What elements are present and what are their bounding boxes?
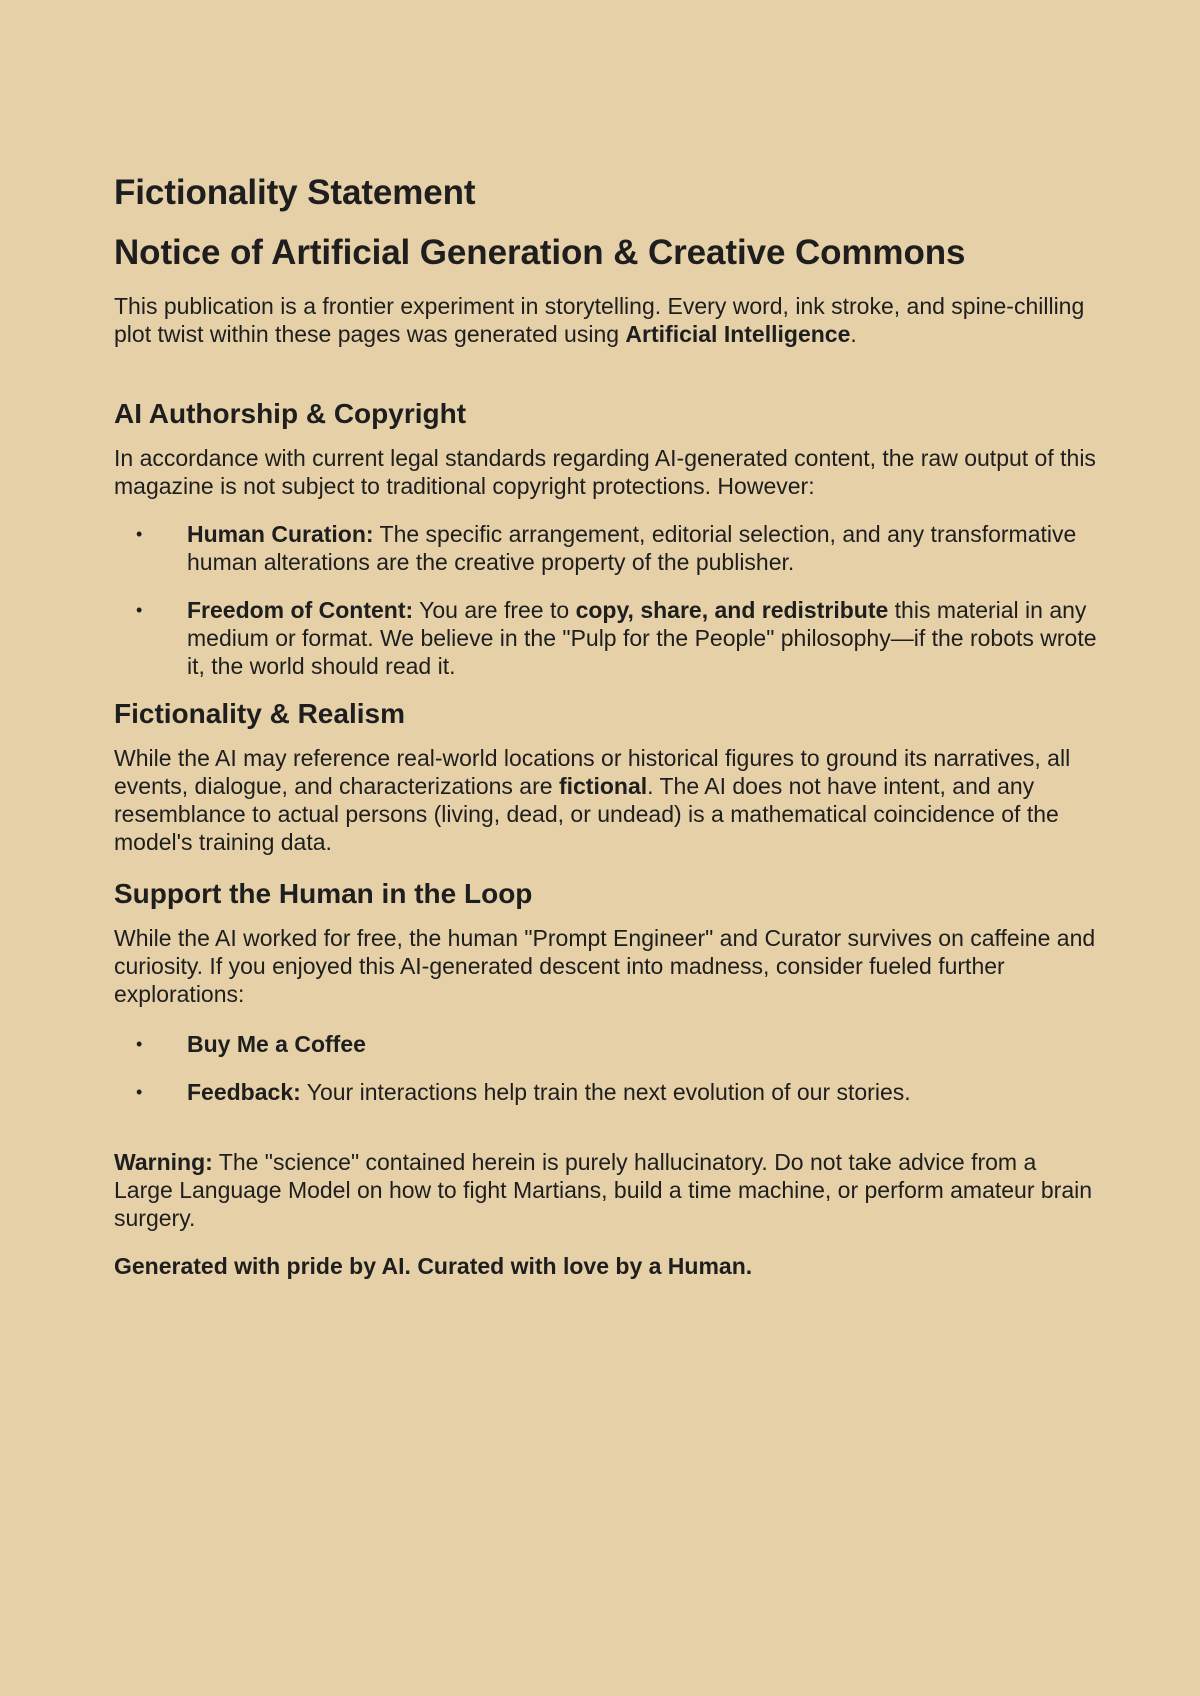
list-item-buy-me-a-coffee	[114, 1030, 1100, 1058]
closing-line: Generated with pride by AI. Curated with love by a Human.	[114, 1253, 753, 1279]
bullet-icon: •	[136, 600, 143, 620]
bullet-icon: •	[136, 1082, 143, 1102]
intro-text: This publication is a frontier experiment in storytelling. Every word, ink stroke, and spine-chilling plot twist within these pages was generated using	[114, 293, 1085, 347]
fictionality-text-end: . The AI does not have intent, and any resemblance to actual persons (living, dead, or undead) is a mathematical coincidence of the model's training data.	[114, 773, 1059, 855]
bullet-bold: copy, share, and redistribute	[575, 597, 889, 623]
section-heading-authorship: AI Authorship & Copyright	[114, 398, 467, 429]
bullet-text: The specific arrangement, editorial selection, and any transformative human alterations are the creative property of the publisher.	[187, 521, 1077, 575]
section-heading-fictionality: Fictionality & Realism	[114, 698, 405, 729]
bullet-text: Your interactions help train the next evolution of our stories.	[300, 1079, 911, 1105]
list-item-feedback	[114, 1078, 1100, 1106]
section-paragraph-authorship: In accordance with current legal standards regarding AI-generated content, the raw output of this magazine is not subject to traditional copyright protections. However:	[114, 445, 1096, 499]
bullet-icon: •	[136, 524, 143, 544]
bullet-label: Human Curation:	[187, 521, 374, 547]
bullet-label: Freedom of Content:	[187, 597, 414, 623]
bullet-icon: •	[136, 1034, 143, 1054]
section-heading-support: Support the Human in the Loop	[114, 878, 533, 909]
warning-label: Warning:	[114, 1149, 213, 1175]
bullet-text: You are free to	[413, 597, 576, 623]
bullet-label: Buy Me a Coffee	[187, 1031, 366, 1057]
list-item-freedom-of-content	[114, 596, 1100, 680]
list-item-human-curation	[114, 520, 1100, 576]
warning-text: The "science" contained herein is purely hallucinatory. Do not take advice from a Large Language Model on how to fight Martians, build a time machine, or perform amateur brain surgery.	[114, 1149, 1093, 1231]
page-title: Fictionality Statement	[114, 173, 476, 212]
warning-paragraph	[114, 1148, 1100, 1232]
page-subtitle: Notice of Artificial Generation & Creative Commons	[114, 233, 966, 272]
authorship-bullet-list	[114, 520, 1100, 680]
bullet-text-end: this material in any medium or format. We believe in the "Pulp for the People" philosophy—if the robots wrote it, the world should read it.	[187, 597, 1097, 679]
fictionality-text: While the AI may reference real-world locations or historical figures to ground its narratives, all events, dialogue, and characterizations are	[114, 745, 1071, 799]
section-paragraph-fictionality	[114, 744, 1100, 856]
intro-bold: Artificial Intelligence	[625, 321, 851, 347]
support-bullet-list	[114, 1030, 1100, 1106]
bullet-label: Feedback:	[187, 1079, 301, 1105]
fictionality-bold: fictional	[558, 773, 648, 799]
intro-paragraph	[114, 292, 1100, 348]
section-paragraph-support: While the AI worked for free, the human "Prompt Engineer" and Curator survives on caffeine and curiosity. If you enjoyed this AI-generated descent into madness, consider fueled further explorations:	[114, 925, 1096, 1007]
intro-end: .	[850, 321, 857, 347]
